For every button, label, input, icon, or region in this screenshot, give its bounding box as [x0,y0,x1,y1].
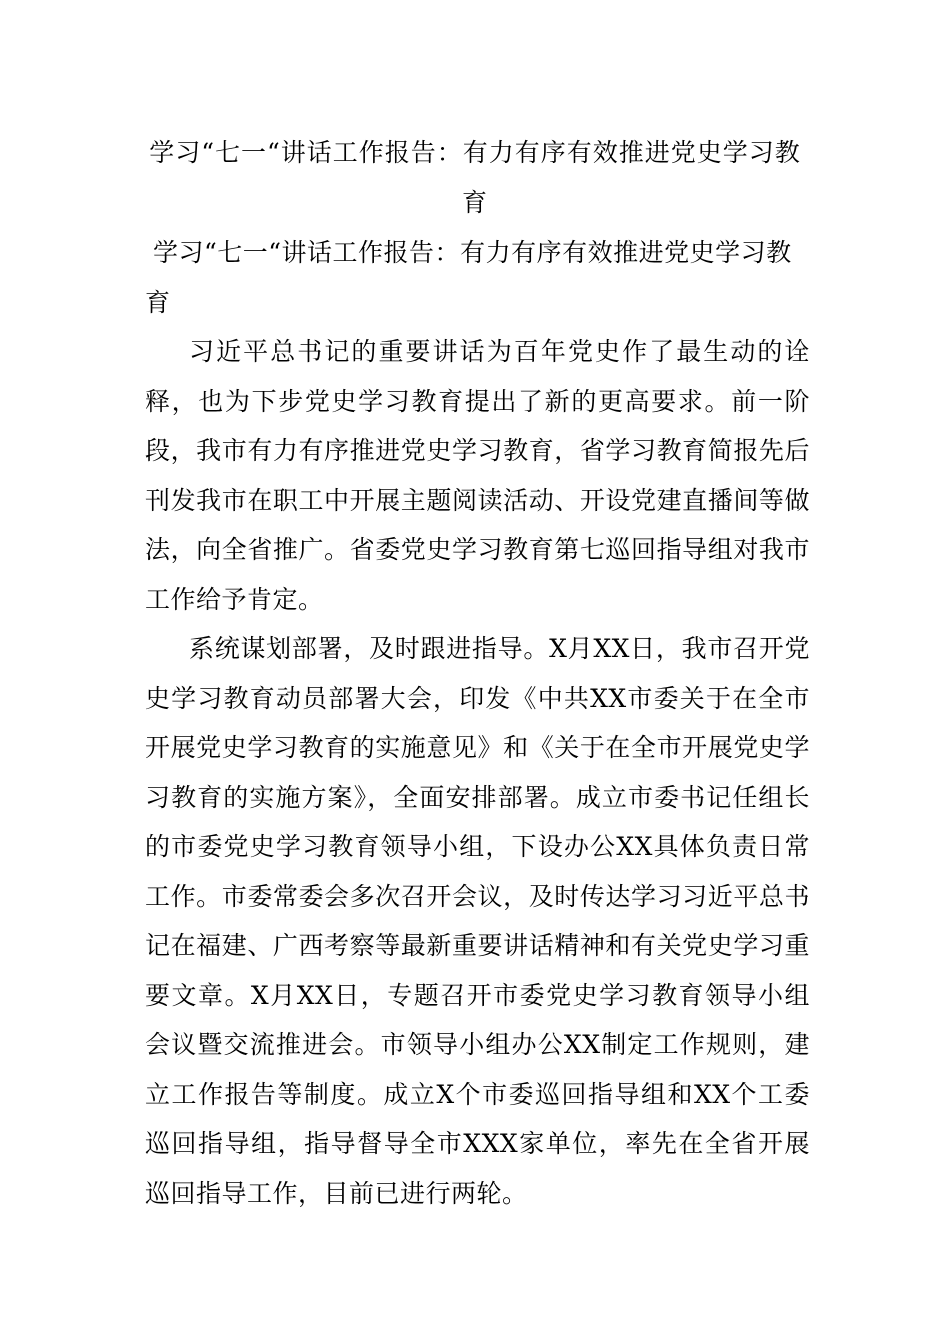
document-title: 学习“七一“讲话工作报告：有力有序有效推进党史学习教育 [149,138,801,217]
paragraph-2: 系统谋划部署，及时跟进指导。X月XX日，我市召开党史学习教育动员部署大会，印发《中共XX市委关于在全市开展党史学习教育的实施意见》和《关于在全市开展党史学习教育的实施方案》，全面安排部署。成立市委书记任组长的市委党史学习教育领导小组，下设办公XX具体负责日常工作。市委常委会多次召开会议，及时传达学习习近平总书记在福建、广西考察等最新重要讲话精神和有关党史学习重要文章。X月XX日，专题召开市委党史学习教育领导小组会议暨交流推进会。市领导小组办公XX制定工作规则，建立工作报告等制度。成立X个市委巡回指导组和XX个工委巡回指导组，指导督导全市XXX家单位，率先在全省开展巡回指导工作，目前已进行两轮。 [145,634,810,1208]
document-subtitle: 学习“七一“讲话工作报告：有力有序有效推进党史学习教育 [145,238,792,317]
document-body [145,228,810,1218]
paragraph-1: 习近平总书记的重要讲话为百年党史作了最生动的诠释，也为下步党史学习教育提出了新的更高要求。前一阶段，我市有力有序推进党史学习教育，省学习教育简报先后刊发我市在职工中开展主题阅读活动、开设党建直播间等做法，向全省推广。省委党史学习教育第七巡回指导组对我市工作给予肯定。 [145,337,810,614]
